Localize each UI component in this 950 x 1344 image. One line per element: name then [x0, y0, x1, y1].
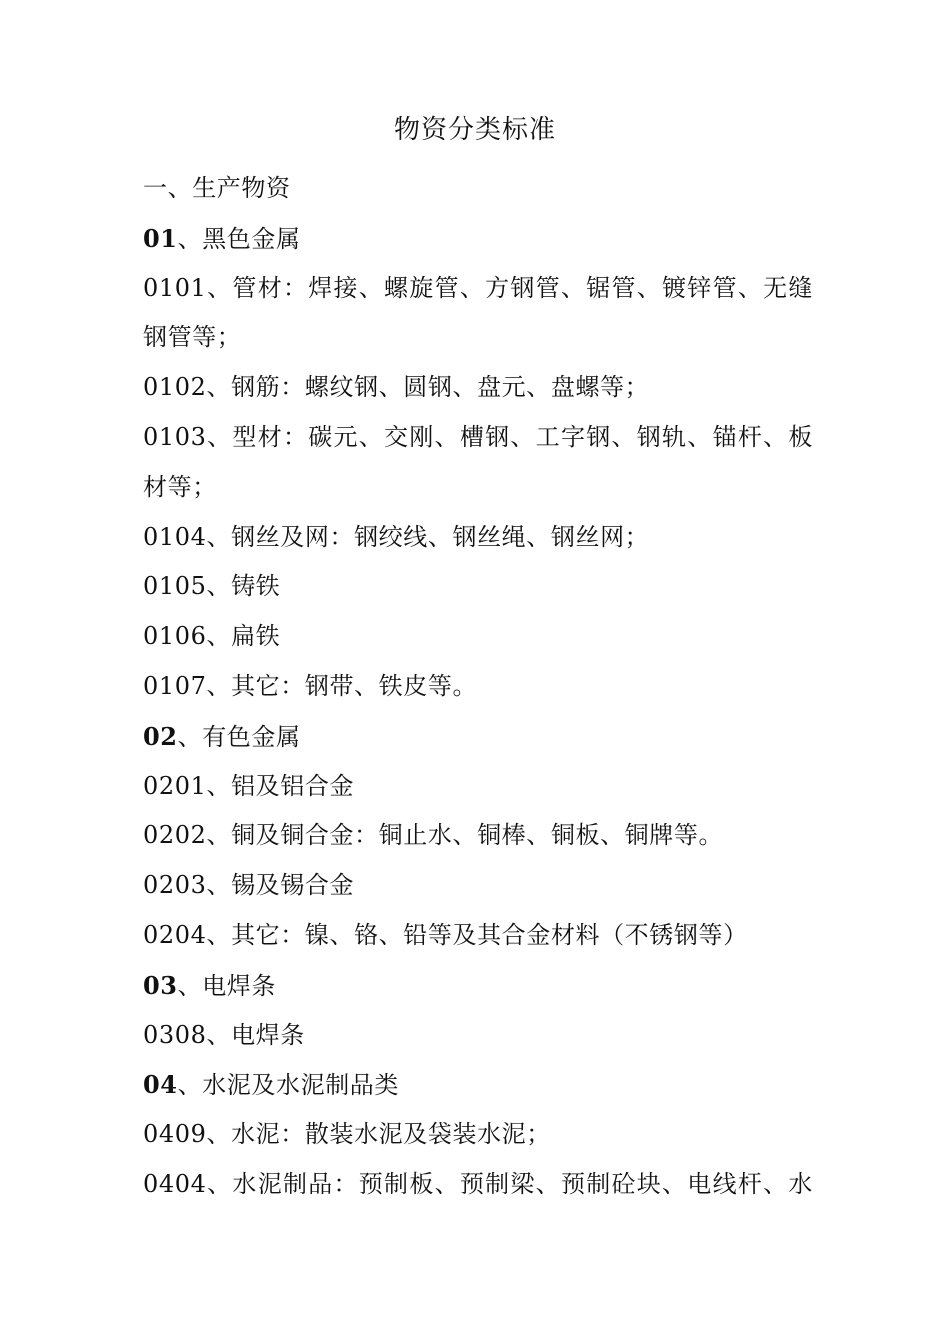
category-name: 、有色金属 — [177, 722, 301, 751]
category-name: 、电焊条 — [177, 971, 277, 1000]
list-item-0106 — [143, 612, 813, 662]
category-code: 03 — [143, 970, 178, 1000]
line-text: 0106、扁铁 — [143, 622, 281, 651]
list-item-0105 — [143, 562, 813, 612]
list-item-0308 — [143, 1011, 813, 1061]
list-item-0409 — [143, 1110, 813, 1160]
list-item-0204 — [143, 911, 813, 961]
line-text: 0107、其它：钢带、铁皮等。 — [143, 671, 478, 700]
list-item-0203 — [143, 861, 813, 911]
document-body — [143, 164, 813, 1210]
page-title: 物资分类标准 — [393, 115, 556, 145]
list-item-0102 — [143, 363, 813, 413]
section-heading-production-materials — [143, 164, 813, 214]
line-text: 钢管等； — [143, 323, 242, 352]
line-text: 0404、水泥制品：预制板、预制梁、预制砼块、电线杆、水 — [143, 1169, 813, 1198]
line-text: 0201、铝及铝合金 — [143, 771, 355, 800]
line-text: 0204、其它：镍、铬、铅等及其合金材料（不锈钢等） — [143, 920, 748, 949]
list-item-0202 — [143, 811, 813, 861]
list-item-0103-continued — [143, 463, 813, 513]
category-code: 02 — [143, 721, 178, 751]
line-text: 0202、铜及铜合金：铜止水、铜棒、铜板、铜牌等。 — [143, 821, 724, 850]
category-heading-nonferrous-metals — [143, 712, 813, 762]
line-text: 0409、水泥：散装水泥及袋装水泥； — [143, 1120, 551, 1149]
line-text: 0203、锡及锡合金 — [143, 871, 355, 900]
line-text: 0104、钢丝及网：钢绞线、钢丝绳、钢丝网； — [143, 522, 650, 551]
category-heading-welding-rods — [143, 961, 813, 1011]
category-name: 、黑色金属 — [177, 224, 301, 253]
line-text: 0103、型材：碳元、交刚、槽钢、工字钢、钢轨、锚杆、板 — [143, 422, 813, 451]
category-code: 01 — [143, 223, 178, 253]
list-item-0103 — [143, 413, 813, 463]
line-text: 0308、电焊条 — [143, 1020, 305, 1049]
category-heading-ferrous-metals — [143, 214, 813, 264]
list-item-0104 — [143, 513, 813, 563]
line-text: 0102、钢筋：螺纹钢、圆钢、盘元、盘螺等； — [143, 373, 650, 402]
line-text: 一、生产物资 — [143, 174, 291, 202]
list-item-0101 — [143, 264, 813, 314]
category-heading-cement — [143, 1060, 813, 1110]
line-text: 材等； — [143, 472, 217, 501]
list-item-0107 — [143, 662, 813, 712]
list-item-0404 — [143, 1160, 813, 1210]
line-text: 0101、管材：焊接、螺旋管、方钢管、锯管、镀锌管、无缝 — [143, 273, 813, 302]
category-name: 、水泥及水泥制品类 — [177, 1071, 400, 1100]
list-item-0101-continued — [143, 313, 813, 363]
line-text: 0105、铸铁 — [143, 572, 281, 601]
category-code: 04 — [143, 1070, 178, 1100]
list-item-0201 — [143, 762, 813, 812]
